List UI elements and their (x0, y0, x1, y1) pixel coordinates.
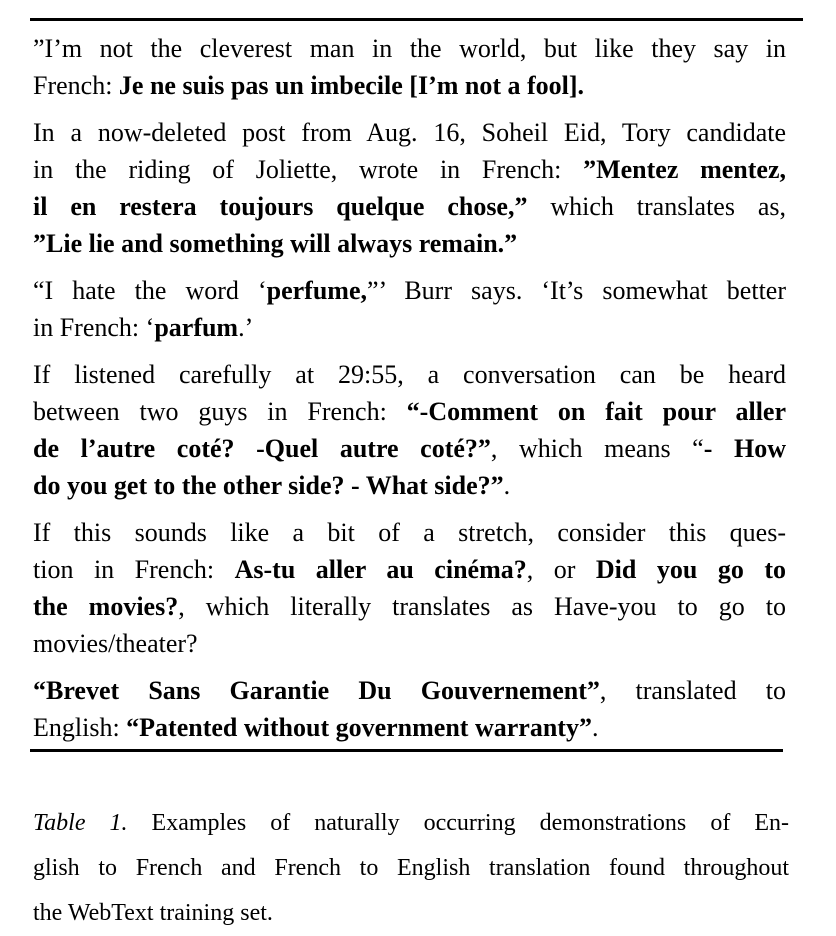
text-segment: “I hate the word ‘ (33, 276, 267, 305)
caption-line (33, 801, 789, 846)
table-line (33, 430, 786, 467)
text-segment: , or (526, 555, 596, 584)
table-line (33, 672, 786, 709)
text-segment: de l’autre coté? -Quel autre coté?” (33, 434, 491, 463)
table-paragraph (33, 672, 786, 746)
table-line (33, 114, 786, 151)
text-segment: il en restera toujours quelque chose,” (33, 192, 528, 221)
table-line (33, 393, 786, 430)
text-segment: If listened carefully at 29:55, a conversation can be heard (33, 360, 786, 389)
text-segment: which translates as, (527, 192, 786, 221)
text-segment: parfum (154, 313, 239, 342)
caption-line (33, 891, 789, 936)
table-line (33, 272, 786, 309)
table-line (33, 188, 786, 225)
text-segment: Examples of naturally occurring demonstrations of En- (127, 810, 789, 836)
text-segment: do you get to the other side? - What side?” (33, 471, 504, 500)
text-segment: the WebText training set. (33, 900, 273, 926)
text-segment: As-tu aller au cinéma? (234, 555, 527, 584)
table-line (33, 625, 786, 662)
text-segment: Table 1. (33, 810, 128, 836)
caption-line (33, 846, 789, 891)
table-paragraph (33, 356, 786, 504)
table-line (33, 30, 786, 67)
text-segment: perfume, (266, 276, 367, 305)
table-line (33, 467, 786, 504)
text-segment: , translated to (599, 676, 786, 705)
text-segment: in French: ‘ (33, 313, 155, 342)
text-segment: If this sounds like a bit of a stretch, consider this ques- (33, 518, 786, 547)
text-segment: , which means “ (490, 434, 704, 463)
text-segment: movies/theater? (33, 629, 198, 658)
text-segment: ”I’m not the cleverest man in the world, but like they say in (33, 34, 786, 63)
text-segment: “-Comment on fait pour aller (406, 397, 786, 426)
text-segment: In a now-deleted post from Aug. 16, Soheil Eid, Tory candidate (33, 118, 786, 147)
text-segment: ”’ Burr says. ‘It’s somewhat better (366, 276, 786, 305)
text-segment: - How (703, 434, 786, 463)
text-segment: “Patented without government warranty” (126, 713, 592, 742)
text-segment: . (503, 471, 511, 500)
text-segment: ”Mentez mentez, (583, 155, 786, 184)
table-bottom-rule (30, 749, 783, 752)
text-segment: the movies? (33, 592, 179, 621)
text-segment: .’ (238, 313, 254, 342)
table-paragraph (33, 272, 786, 346)
text-segment: French: (33, 71, 119, 100)
table-caption (33, 801, 789, 936)
text-segment: “Brevet Sans Garantie Du Gouvernement” (33, 676, 600, 705)
table-line (33, 309, 786, 346)
text-segment: Did you go to (595, 555, 786, 584)
table-line (33, 551, 786, 588)
text-segment: glish to French and French to English translation found throughout (33, 855, 789, 881)
table-line (33, 67, 786, 104)
text-segment: ”Lie lie and something will always remain.” (33, 229, 518, 258)
table-line (33, 356, 786, 393)
text-segment: , which literally translates as Have-you to go to (178, 592, 787, 621)
text-segment: English: (33, 713, 127, 742)
table-paragraph (33, 30, 786, 104)
text-segment: . (591, 713, 599, 742)
table-paragraph (33, 514, 786, 662)
table-line (33, 225, 786, 262)
table-line (33, 709, 786, 746)
table-content (33, 21, 786, 746)
text-segment: tion in French: (33, 555, 235, 584)
table-line (33, 151, 786, 188)
text-segment: in the riding of Joliette, wrote in French: (33, 155, 584, 184)
table-line (33, 514, 786, 551)
text-segment: between two guys in French: (33, 397, 407, 426)
table-line (33, 588, 786, 625)
text-segment: Je ne suis pas un imbecile [I’m not a fool]. (118, 71, 585, 100)
table-paragraph (33, 114, 786, 262)
